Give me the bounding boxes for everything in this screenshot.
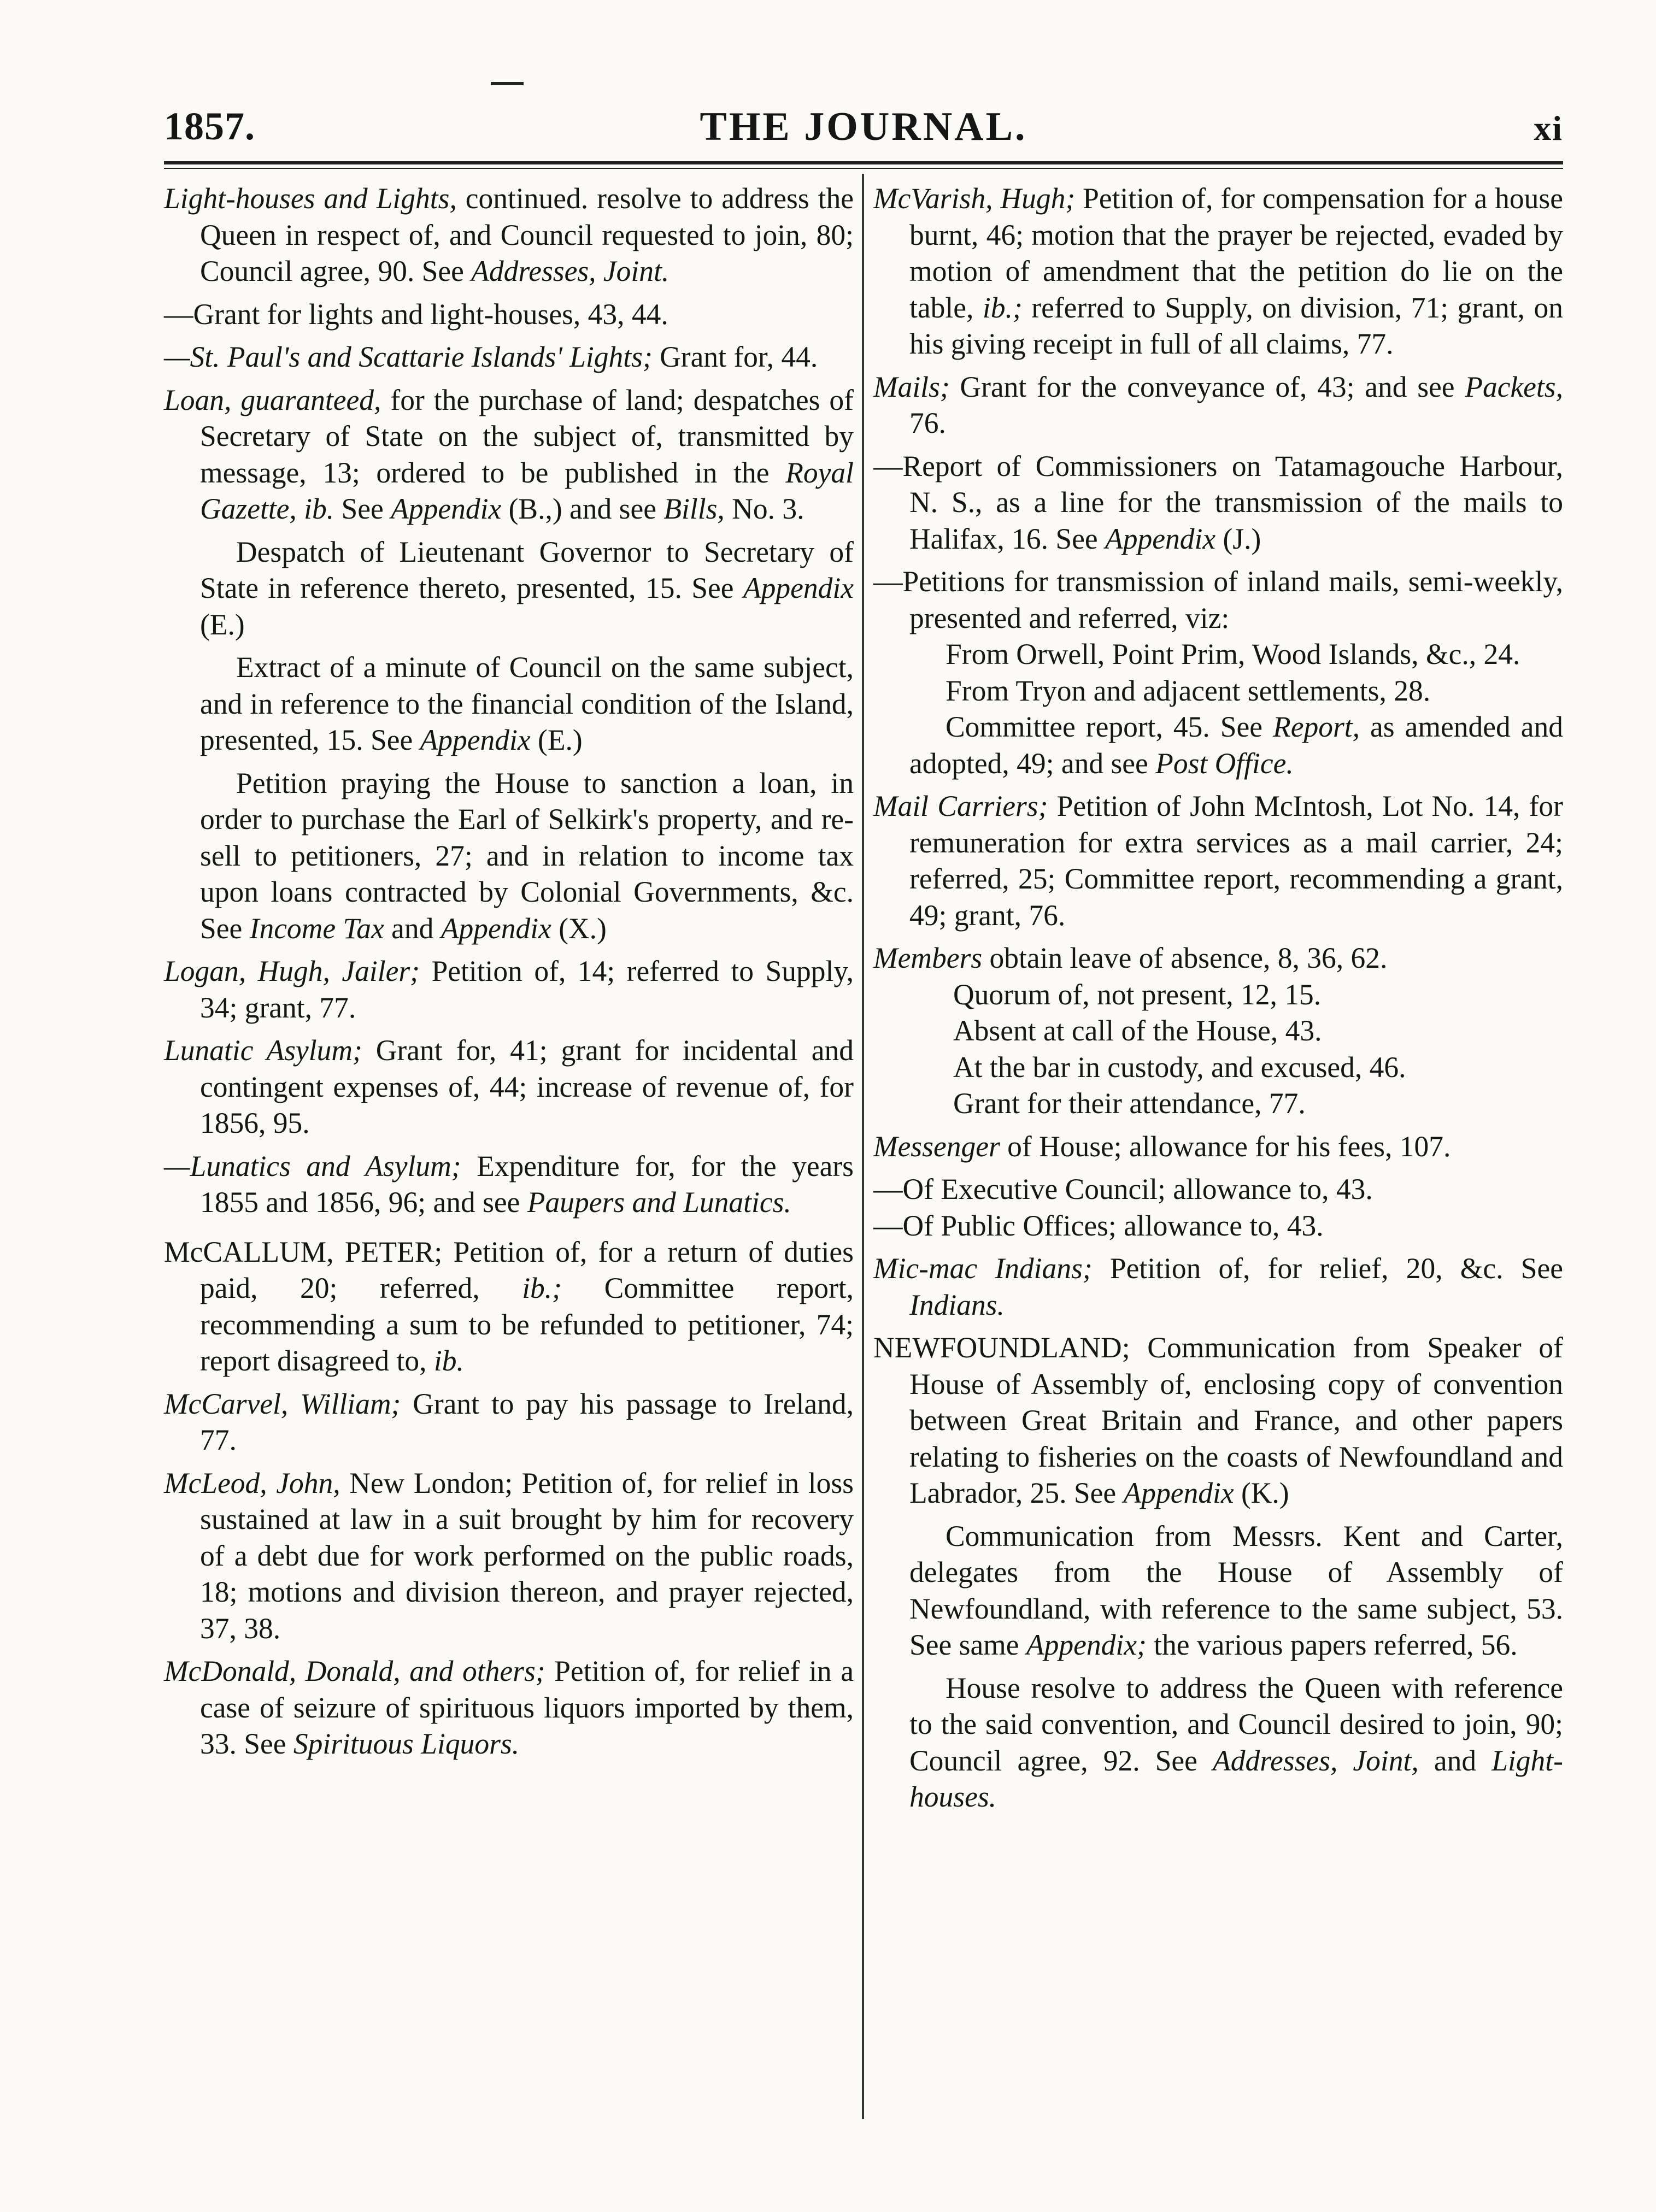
cross-reference: Income Tax <box>249 911 384 945</box>
entry-text: —Of Public Offices; allowance to, 43. <box>873 1209 1324 1242</box>
entry-text: Grant for the conveyance of, 43; and see <box>949 370 1465 403</box>
entry-text: (B.,) and see <box>501 492 664 525</box>
entry-text: (K.) <box>1234 1476 1289 1509</box>
entry-text: From Orwell, Point Prim, Wood Islands, &c., 24. <box>946 638 1520 670</box>
running-header <box>164 104 1563 164</box>
entry-text: Petition praying the House to sanction a loan, in order to purchase the Earl of Selkirk's property, and re-sell to petitioners, 27; and in relation to income tax upon loans contracted by Colonial Governments, &c. See <box>200 766 854 945</box>
index-entry-loan <box>164 382 854 527</box>
entry-text: continued. <box>456 182 589 215</box>
entry-text: Extract of a minute of Council on the same subject, and in reference to the financial condition of the Island, presented, 15. See <box>200 651 854 756</box>
cross-reference: Bills, <box>663 492 725 525</box>
cross-reference: Packets, <box>1465 370 1563 403</box>
index-paragraph-tryon <box>909 673 1563 709</box>
left-column <box>164 180 854 1769</box>
entry-text: referred to Supply, on division, 71; grant, on his giving receipt in full of all claims, 77. <box>909 291 1563 360</box>
column-divider <box>862 174 864 2119</box>
entry-text: resolve to address the Queen in respect of, and Council requested to join, 80; Council agree, 90. See <box>200 182 854 287</box>
index-subentry-lunatics <box>164 1148 854 1221</box>
cross-reference: Appendix <box>420 723 531 756</box>
cross-reference: Indians. <box>909 1288 1005 1321</box>
cross-reference: Addresses, Joint, <box>1213 1744 1419 1777</box>
entry-text: New London; Petition of, for relief in loss sustained at law in a suit brought by him for recovery of a debt due for work performed on the public roads, 18; motions and division thereon, and prayer rejected, 37, 38. <box>200 1466 854 1645</box>
entry-text: —Of Executive Council; allowance to, 43. <box>873 1173 1373 1205</box>
cross-reference: Appendix <box>1105 522 1216 555</box>
index-entry-messenger <box>873 1128 1563 1165</box>
entry-heading: Messenger <box>873 1129 1000 1163</box>
entry-text: Petition of, for a return of duties paid, 20; referred, <box>200 1235 854 1304</box>
entry-heading: McDonald, Donald, and others; <box>164 1655 545 1687</box>
index-entry-logan <box>164 953 854 1026</box>
entry-text: 76. <box>909 407 946 439</box>
entry-text: Petition of John McIntosh, Lot No. 14, for remuneration for extra services as a mail carrier, 24; referred, 25; Committee report, recommending a grant, 49; grant, 76. <box>909 790 1563 932</box>
entry-heading: McVarish, Hugh; <box>873 182 1076 215</box>
entry-heading: —Lunatics and Asylum; <box>164 1149 461 1183</box>
index-line-absent: Absent at call of the House, 43. <box>953 1014 1322 1047</box>
entry-heading: —St. Paul's and Scattarie Islands' Lights; <box>164 340 653 373</box>
entry-text: From Tryon and adjacent settlements, 28. <box>946 674 1431 707</box>
entry-text: Grant for, 44. <box>652 340 818 373</box>
index-subentry-st-pauls <box>164 339 854 375</box>
entry-text: Petition of, for compensation for a house burnt, 46; motion that the prayer be rejected, evaded by motion of amendment that the petition do lie on the table, <box>909 182 1563 324</box>
entry-heading: Logan, Hugh, Jailer; <box>164 955 420 987</box>
entry-text: Grant for, 41; grant for incidental and contingent expenses of, 44; increase of revenue of, for 1856, 95. <box>200 1034 854 1139</box>
entry-heading: Mail Carriers; <box>873 790 1048 822</box>
index-entry-mcleod <box>164 1465 854 1647</box>
entry-heading: McCALLUM, PETER; <box>164 1235 443 1268</box>
entry-heading: McCarvel, William; <box>164 1387 401 1420</box>
entry-text: Committee report, 45. See <box>946 710 1273 743</box>
cross-reference: ib.; <box>982 291 1023 324</box>
header-page-number: xi <box>1534 109 1563 148</box>
index-line-quorum: Quorum of, not present, 12, 15. <box>953 978 1322 1011</box>
entry-heading: NEWFOUNDLAND; <box>873 1331 1130 1364</box>
index-paragraph-petition-loan <box>200 765 854 947</box>
cross-reference: ib. <box>433 1344 464 1377</box>
cross-reference: Appendix <box>391 492 502 525</box>
entry-text: Petition of, for relief, 20, &c. See <box>1092 1252 1563 1285</box>
header-title: THE JOURNAL. <box>700 104 1027 149</box>
index-entry-mail-carriers <box>873 788 1563 933</box>
header-double-rule <box>164 161 1563 169</box>
index-paragraph-despatch <box>200 534 854 643</box>
entry-text: as amended and adopted, 49; and see <box>909 710 1564 780</box>
index-entry-newfoundland <box>873 1329 1563 1511</box>
entry-text: —Report of Commissioners on Tatamagouche Harbour, N. S., as a line for the transmission of the mails to Halifax, 16. See <box>873 449 1563 555</box>
cross-reference: ib.; <box>522 1272 562 1304</box>
entry-text: and <box>1418 1744 1492 1777</box>
index-subentry-executive-council <box>873 1171 1563 1208</box>
entry-text: and <box>384 911 441 945</box>
entry-text: Petition of, for relief in a case of seizure of spirituous liquors imported by them, 33. See <box>200 1655 854 1760</box>
cross-reference: Spirituous Liquors. <box>293 1727 520 1760</box>
entry-heading: Members <box>873 942 983 974</box>
index-line-custody: At the bar in custody, and excused, 46. <box>953 1050 1406 1084</box>
entry-text: for the purchase of land; despatches of Secretary of State on the subject of, transmitted by message, 13; ordered to be published in the <box>200 383 854 489</box>
cross-reference: Appendix; <box>1026 1628 1147 1661</box>
index-entry-light-houses <box>164 180 854 290</box>
cross-reference: Report, <box>1273 710 1360 743</box>
index-subentry-tatamagouche <box>873 448 1563 557</box>
cross-reference: Light-houses. <box>909 1744 1563 1813</box>
entry-heading: Mails; <box>873 370 950 403</box>
entry-heading: Loan, guaranteed, <box>164 383 381 416</box>
entry-text: (J.) <box>1215 522 1261 555</box>
right-column <box>873 180 1563 1822</box>
entry-heading: Lunatic Asylum; <box>164 1034 362 1067</box>
entry-text: —Petitions for transmission of inland mails, semi-weekly, presented and referred, viz: <box>873 565 1563 634</box>
index-paragraph-house-resolve <box>909 1670 1563 1815</box>
cross-reference: Appendix <box>1123 1476 1234 1509</box>
index-entry-lunatic-asylum <box>164 1032 854 1142</box>
entry-text: the various papers referred, 56. <box>1146 1628 1518 1661</box>
index-paragraph-extract <box>200 649 854 758</box>
entry-heading: McLeod, John, <box>164 1466 340 1499</box>
entry-text: Expenditure for, for the years 1855 and 1856, 96; and see <box>200 1149 854 1219</box>
index-paragraph-orwell <box>909 636 1563 673</box>
entry-text: (X.) <box>551 911 607 945</box>
index-entry-mcdonald <box>164 1653 854 1762</box>
entry-text: (E.) <box>530 723 583 756</box>
index-line-attendance: Grant for their attendance, 77. <box>953 1087 1306 1120</box>
index-entry-mccallum <box>164 1234 854 1379</box>
header-year: 1857. <box>164 104 255 148</box>
index-entry-members <box>873 940 1563 976</box>
index-subentry-public-offices <box>873 1208 1563 1244</box>
entry-text: of House; allowance for his fees, 107. <box>1000 1129 1451 1163</box>
entry-text: Communication from Messrs. Kent and Carter, delegates from the House of Assembly of Newfoundland, with reference to the same subject, 53. See same <box>909 1519 1563 1661</box>
index-subentry-inland-mails <box>873 563 1563 636</box>
entry-text: Communication from Speaker of House of Assembly of, enclosing copy of convention between Great Britain and France, and other papers relating to fisheries on the coasts of Newfoundland and Labrador, 25. See <box>909 1331 1563 1509</box>
cross-reference: Appendix <box>441 911 551 945</box>
index-entry-mccarvel <box>164 1386 854 1458</box>
entry-heading: Light-houses and Lights, <box>164 182 457 215</box>
top-dash-mark <box>491 82 524 85</box>
entry-heading: Mic-mac Indians; <box>873 1252 1093 1285</box>
entry-text: Committee report, recommending a sum to be refunded to petitioner, 74; report disagreed to, <box>200 1272 854 1377</box>
cross-reference: Royal Gazette, ib. <box>200 456 854 525</box>
index-entry-mcvarish <box>873 180 1563 362</box>
entry-text: See <box>334 492 391 525</box>
cross-reference: Paupers and Lunatics. <box>527 1186 791 1219</box>
index-subentry-grant-lights <box>164 296 854 333</box>
entry-text: Grant to pay his passage to Ireland, 77. <box>200 1387 854 1456</box>
cross-reference: Post Office. <box>1155 746 1294 780</box>
index-paragraph-committee-report <box>909 709 1563 781</box>
entry-text: obtain leave of absence, 8, 36, 62. <box>982 942 1388 974</box>
entry-text: No. 3. <box>724 492 804 525</box>
entry-text: Petition of, 14; referred to Supply, 34; grant, 77. <box>200 955 854 1024</box>
index-entry-mails <box>873 369 1563 442</box>
entry-text: House resolve to address the Queen with reference to the said convention, and Council desired to join, 90; Council agree, 92. See <box>909 1671 1563 1777</box>
entry-text: (E.) <box>200 608 245 641</box>
cross-reference: Addresses, Joint. <box>471 255 670 287</box>
entry-text: —Grant for lights and light-houses, 43, 44. <box>164 297 668 331</box>
index-entry-micmac <box>873 1250 1563 1323</box>
entry-text: Despatch of Lieutenant Governor to Secretary of State in reference thereto, presented, 15. See <box>200 535 854 604</box>
cross-reference: Appendix <box>743 572 854 604</box>
index-paragraph-kent-carter <box>909 1518 1563 1663</box>
